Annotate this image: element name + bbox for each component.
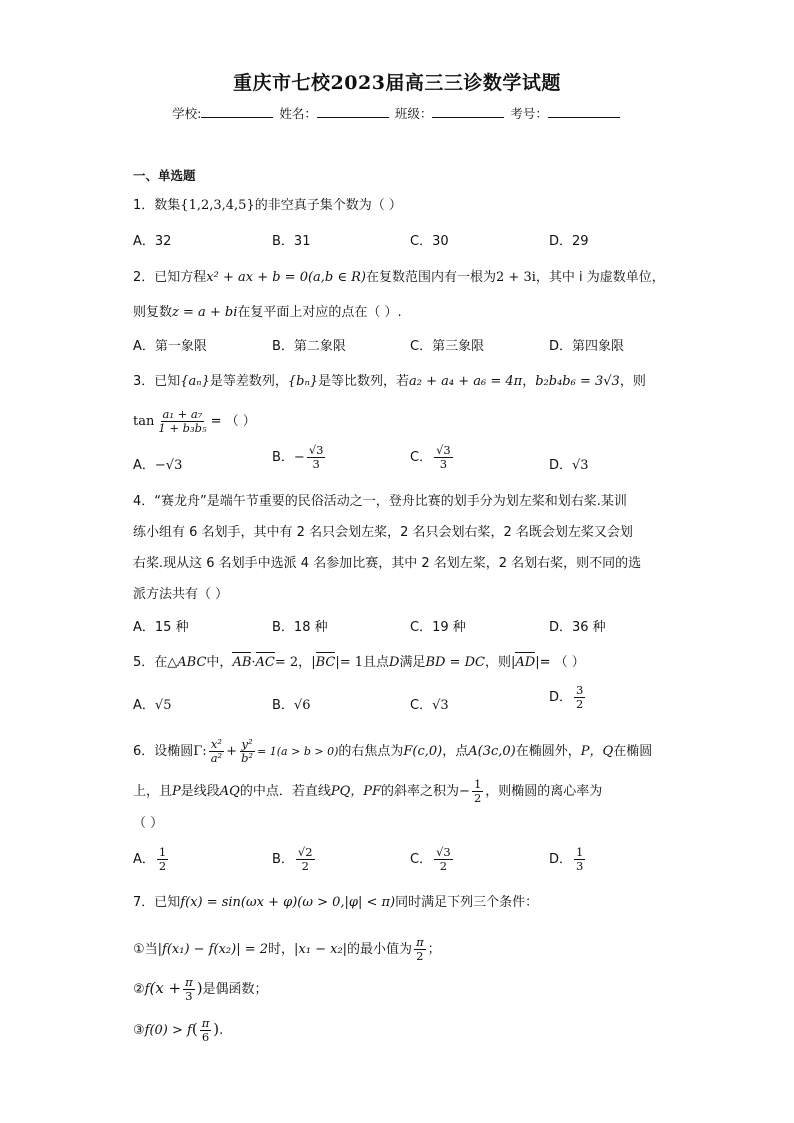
question-2-line-2: 则复数z = a + bi在复平面上对应的点在（ ）. <box>133 305 402 320</box>
option-c[interactable]: C． $\frac{√3}{2}$ <box>410 845 451 873</box>
fraction: $\frac{\text{a₁ + a₇}}{\text{1 + b₃b₅}}$ <box>158 407 207 435</box>
option-d[interactable]: D． $\frac{3}{2}$ <box>549 683 584 711</box>
option-d[interactable]: D．29 <box>549 234 589 249</box>
option-d[interactable]: D．第四象限 <box>549 339 625 354</box>
question-2: 2．已知方程x² + ax + b = 0(a,b ∈ R)在复数范围内有一根为2 + 3i，其中 i 为虚数单位， <box>133 270 665 285</box>
question-4-line-3: 右桨.现从这 6 名划手中选派 4 名参加比赛，其中 2 名划左桨，2 名划右桨，则不同的选 <box>133 556 642 571</box>
question-6-line-3: （ ） <box>133 816 164 831</box>
name-label: 姓名： <box>279 106 317 121</box>
class-blank[interactable] <box>432 105 504 118</box>
option-a[interactable]: A．32 <box>133 234 172 249</box>
option-b[interactable]: B．√6 <box>272 698 311 713</box>
condition-3: ③f(0) > f( $\frac{\pi}{6}$ ). <box>133 1016 224 1044</box>
question-1-options <box>133 232 693 254</box>
condition-2: ②f(x + $\frac{\pi}{3}$ )是偶函数； <box>133 975 268 1003</box>
school-label: 学校: <box>172 106 202 121</box>
option-d[interactable]: D．√3 <box>549 458 589 473</box>
option-c[interactable]: C．30 <box>410 234 449 249</box>
exam-no-blank[interactable] <box>548 105 620 118</box>
question-6-options <box>133 845 693 880</box>
section-heading: 一、单选题 <box>133 168 196 183</box>
vector-ad: AD <box>515 653 535 673</box>
option-b[interactable]: B．31 <box>272 234 311 249</box>
exam-no-label: 考号： <box>510 106 548 121</box>
question-6-line-2: 上，且P是线段AQ的中点．若直线PQ，PF的斜率之积为− $\frac{1}{2}$ ，则椭圆的离心率为 <box>133 777 603 805</box>
option-a[interactable]: A．15 种 <box>133 620 189 635</box>
vector-bc: BC <box>316 653 336 673</box>
option-a[interactable]: A． $\frac{1}{2}$ <box>133 845 167 873</box>
question-5: 5．在△ABC中，AB·AC= 2，|BC|= 1且点D满足BD = DC，则|AD|= （ ） <box>133 653 585 673</box>
option-c[interactable]: C． $\frac{√3}{3}$ <box>410 443 451 471</box>
question-4: 4．“赛龙舟”是端午节重要的民俗活动之一，登舟比赛的划手分为划左桨和划右桨.某训 <box>133 494 627 509</box>
option-b[interactable]: B． $\frac{√2}{2}$ <box>272 845 313 873</box>
class-label: 班级： <box>394 106 433 121</box>
option-b[interactable]: B．18 种 <box>272 620 328 635</box>
student-info-line <box>0 104 794 122</box>
question-4-options <box>133 618 693 640</box>
question-4-line-2: 练小组有 6 名划手，其中有 2 名只会划左桨，2 名只会划右桨，2 名既会划左桨又会划 <box>133 525 633 540</box>
option-b[interactable]: B．− $\frac{√3}{3}$ <box>272 443 324 471</box>
question-2-options <box>133 337 693 359</box>
name-blank[interactable] <box>317 105 389 118</box>
option-d[interactable]: D． $\frac{1}{3}$ <box>549 845 584 873</box>
question-5-options <box>133 683 693 718</box>
option-d[interactable]: D．36 种 <box>549 620 606 635</box>
option-a[interactable]: A．第一象限 <box>133 339 207 354</box>
question-7: 7．已知f(x) = sin(ωx + φ)(ω > 0,|φ| < π)同时满足下列三个条件： <box>133 895 539 910</box>
question-3-options <box>133 443 693 478</box>
exam-title: 重庆市七校2023届高三三诊数学试题 <box>233 72 561 94</box>
question-4-line-4: 派方法共有（ ） <box>133 587 229 602</box>
condition-1: ①当|f(x₁) − f(x₂)| = 2时，|x₁ − x₂|的最小值为 $\frac{\pi}{2}$ ； <box>133 935 441 963</box>
vector-ac: AC <box>256 653 275 673</box>
question-1: 1．数集{1,2,3,4,5}的非空真子集个数为（ ） <box>133 198 402 213</box>
option-c[interactable]: C．19 种 <box>410 620 466 635</box>
option-a[interactable]: A．−√3 <box>133 458 183 473</box>
option-c[interactable]: C．第三象限 <box>410 339 485 354</box>
option-a[interactable]: A．√5 <box>133 698 172 713</box>
option-c[interactable]: C．√3 <box>410 698 449 713</box>
question-3-line-2: tan $\frac{\text{a₁ + a₇}}{\text{1 + b₃b₅}}$ = （ ） <box>133 407 256 435</box>
option-b[interactable]: B．第二象限 <box>272 339 346 354</box>
question-3: 3．已知{aₙ}是等差数列，{bₙ}是等比数列，若a₂ + a₄ + a₆ = 4π，b₂b₄b₆ = 3√3，则 <box>133 374 646 389</box>
question-6: 6．设椭圆Γ: $\frac{\text{x²}}{\text{a²}}$ + $\frac{\text{y²}}{\text{b²}}$ = 1(a > b > 0)的右焦点为F(c,0)，点A(3c,0)在椭圆外，P，Q在椭圆 <box>133 737 653 765</box>
vector-ab: AB <box>232 653 251 673</box>
school-blank[interactable] <box>201 105 273 118</box>
